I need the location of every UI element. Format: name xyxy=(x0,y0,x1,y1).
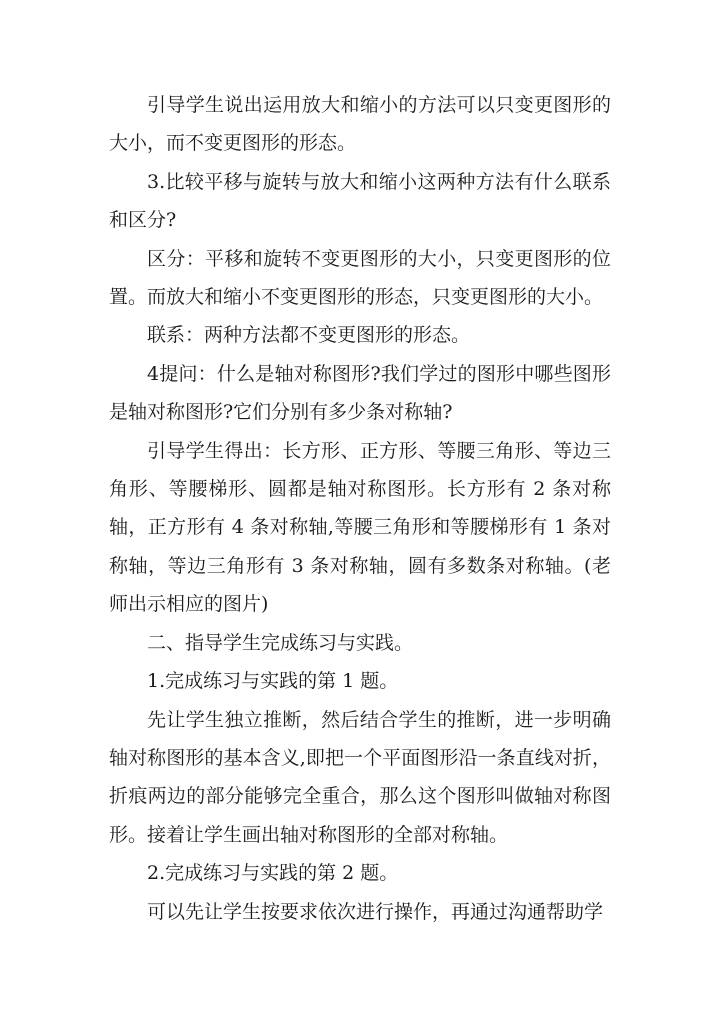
paragraph-exercise-1-detail: 先让学生独立推断，然后结合学生的推断，进一步明确轴对称图形的基本含义,即把一个平面图形沿一条直线对折，折痕两边的部分能够完全重合，那么这个图形叫做轴对称图形。接着让学生画出轴对称图形的全部对称轴。 xyxy=(109,708,611,846)
section-heading-practice: 二、指导学生完成练习与实践。 xyxy=(147,631,414,654)
paragraph-compare-question: 3.比较平移与旋转与放大和缩小这两种方法有什么联系和区分? xyxy=(109,170,611,232)
paragraph-exercise-1: 1.完成练习与实践的第 1 题。 xyxy=(147,670,399,693)
paragraph-symmetry-question: 4提问：什么是轴对称图形?我们学过的图形中哪些图形是轴对称图形?它们分别有多少条对称轴? xyxy=(109,362,611,424)
paragraph-symmetry-answer: 引导学生得出：长方形、正方形、等腰三角形、等边三角形、等腰梯形、圆都是轴对称图形。长方形有 2 条对称轴，正方形有 4 条对称轴,等腰三角形和等腰梯形有 1 条对称轴，等边三角形有 3 条对称轴，圆有多数条对称轴。(老师出示相应的图片) xyxy=(109,439,611,616)
paragraph-scaling-shape: 引导学生说出运用放大和缩小的方法可以只变更图形的大小，而不变更图形的形态。 xyxy=(109,94,611,155)
document-body xyxy=(109,86,611,931)
paragraph-difference: 区分：平移和旋转不变更图形的大小，只变更图形的位置。而放大和缩小不变更图形的形态，只变更图形的大小。 xyxy=(109,247,611,309)
paragraph-exercise-2: 2.完成练习与实践的第 2 题。 xyxy=(147,862,399,885)
paragraph-connection: 联系：两种方法都不变更图形的形态。 xyxy=(147,324,471,347)
paragraph-exercise-2-detail: 可以先让学生按要求依次进行操作，再通过沟通帮助学 xyxy=(147,900,604,923)
